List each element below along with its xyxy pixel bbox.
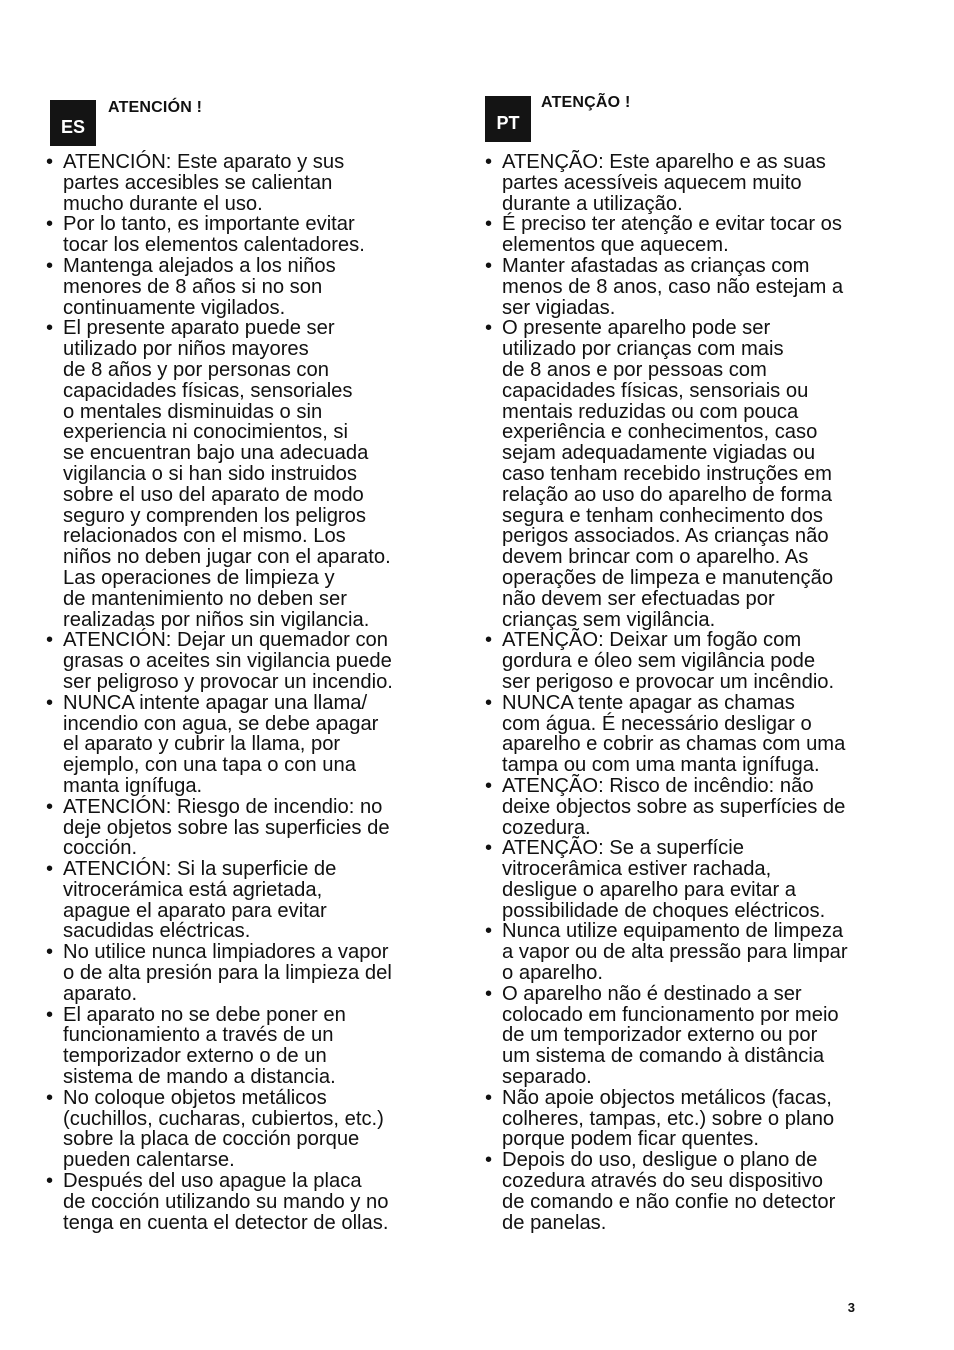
list-item: • NUNCA intente apagar una llama/ incendio con agua, se debe apagar el aparato y cubrir la llama, por ejemplo, con una tapa o con una manta ignífuga. (46, 693, 456, 797)
list-item: • Después del uso apague la placa de cocción utilizando su mando y no tenga en cuenta el detector de ollas. (46, 1171, 456, 1233)
section-heading-es: ATENCIÓN ! (108, 99, 203, 116)
list-item: • ATENÇÃO: Se a superfície vitrocerâmica estiver rachada, desligue o aparelho para evitar a possibilidade de choques eléctricos. (485, 838, 905, 921)
list-item: • ATENÇÃO: Risco de incêndio: não deixe objectos sobre as superfícies de cozedura. (485, 776, 905, 838)
warning-list-es (46, 152, 456, 1233)
list-item: • Manter afastadas as crianças com menos de 8 anos, caso não estejam a ser vigiadas. (485, 256, 905, 318)
list-item: • Depois do uso, desligue o plano de cozedura através do seu dispositivo de comando e não confie no detector de panelas. (485, 1150, 905, 1233)
page-number: 3 (847, 1300, 855, 1315)
list-item: • Nunca utilize equipamento de limpeza a vapor ou de alta pressão para limpar o aparelho. (485, 921, 905, 983)
list-item: • ATENÇÃO: Este aparelho e as suas partes acessíveis aquecem muito durante a utilização. (485, 152, 905, 214)
list-item: • No coloque objetos metálicos (cuchillos, cucharas, cubiertos, etc.) sobre la placa de cocción porque pueden calentarse. (46, 1088, 456, 1171)
list-item: • O presente aparelho pode ser utilizado por crianças com mais de 8 anos e por pessoas com capacidades físicas, sensoriais ou mentais reduzidas ou com pouca experiência e conhecimentos, caso sejam adequadamente vigiadas ou caso tenham recebido instruções em relação ao uso do aparelho de forma segura e tenham conhecimento dos perigos associados. As crianças não devem brincar com o aparelho. As operações de limpeza e manutenção não devem ser efectuadas por crianças sem vigilância. (485, 318, 905, 630)
list-item: • NUNCA tente apagar as chamas com água. É necessário desligar o aparelho e cobrir as chamas com uma tampa ou com uma manta ignífuga. (485, 693, 905, 776)
list-item: • ATENÇÃO: Deixar um fogão com gordura e óleo sem vigilância pode ser perigoso e provocar um incêndio. (485, 630, 905, 692)
list-item: • É preciso ter atenção e evitar tocar os elementos que aquecem. (485, 214, 905, 256)
language-badge-pt: PT (485, 96, 531, 142)
list-item: • ATENCIÓN: Si la superficie de vitrocerámica está agrietada, apague el aparato para evitar sacudidas eléctricas. (46, 859, 456, 942)
list-item: • Não apoie objectos metálicos (facas, colheres, tampas, etc.) sobre o plano porque podem ficar quentes. (485, 1088, 905, 1150)
list-item: • Mantenga alejados a los niños menores de 8 años si no son continuamente vigilados. (46, 256, 456, 318)
list-item: • El presente aparato puede ser utilizado por niños mayores de 8 años y por personas con capacidades físicas, sensoriales o mentales disminuidas o sin experiencia ni conocimientos, si se encuentran bajo una adecuada vigilancia o si han sido instruidos sobre el uso del aparato de modo seguro y comprenden los peligros relacionados con el mismo. Los niños no deben jugar con el aparato. Las operaciones de limpieza y de mantenimiento no deben ser realizadas por niños sin vigilancia. (46, 318, 456, 630)
list-item: • ATENCIÓN: Riesgo de incendio: no deje objetos sobre las superficies de cocción. (46, 797, 456, 859)
list-item: • El aparato no se debe poner en funcionamiento a través de un temporizador externo o de un sistema de mando a distancia. (46, 1005, 456, 1088)
list-item: • O aparelho não é destinado a ser colocado em funcionamento por meio de um temporizador externo ou por um sistema de comando à distância separado. (485, 984, 905, 1088)
list-item: • ATENCIÓN: Este aparato y sus partes accesibles se calientan mucho durante el uso. (46, 152, 456, 214)
list-item: • No utilice nunca limpiadores a vapor o de alta presión para la limpieza del aparato. (46, 942, 456, 1004)
language-badge-es: ES (50, 100, 96, 146)
section-heading-pt: ATENÇÃO ! (541, 94, 631, 111)
list-item: • ATENCIÓN: Dejar un quemador con grasas o aceites sin vigilancia puede ser peligroso y provocar un incendio. (46, 630, 456, 692)
list-item: • Por lo tanto, es importante evitar tocar los elementos calentadores. (46, 214, 456, 256)
warning-list-pt (485, 152, 905, 1233)
